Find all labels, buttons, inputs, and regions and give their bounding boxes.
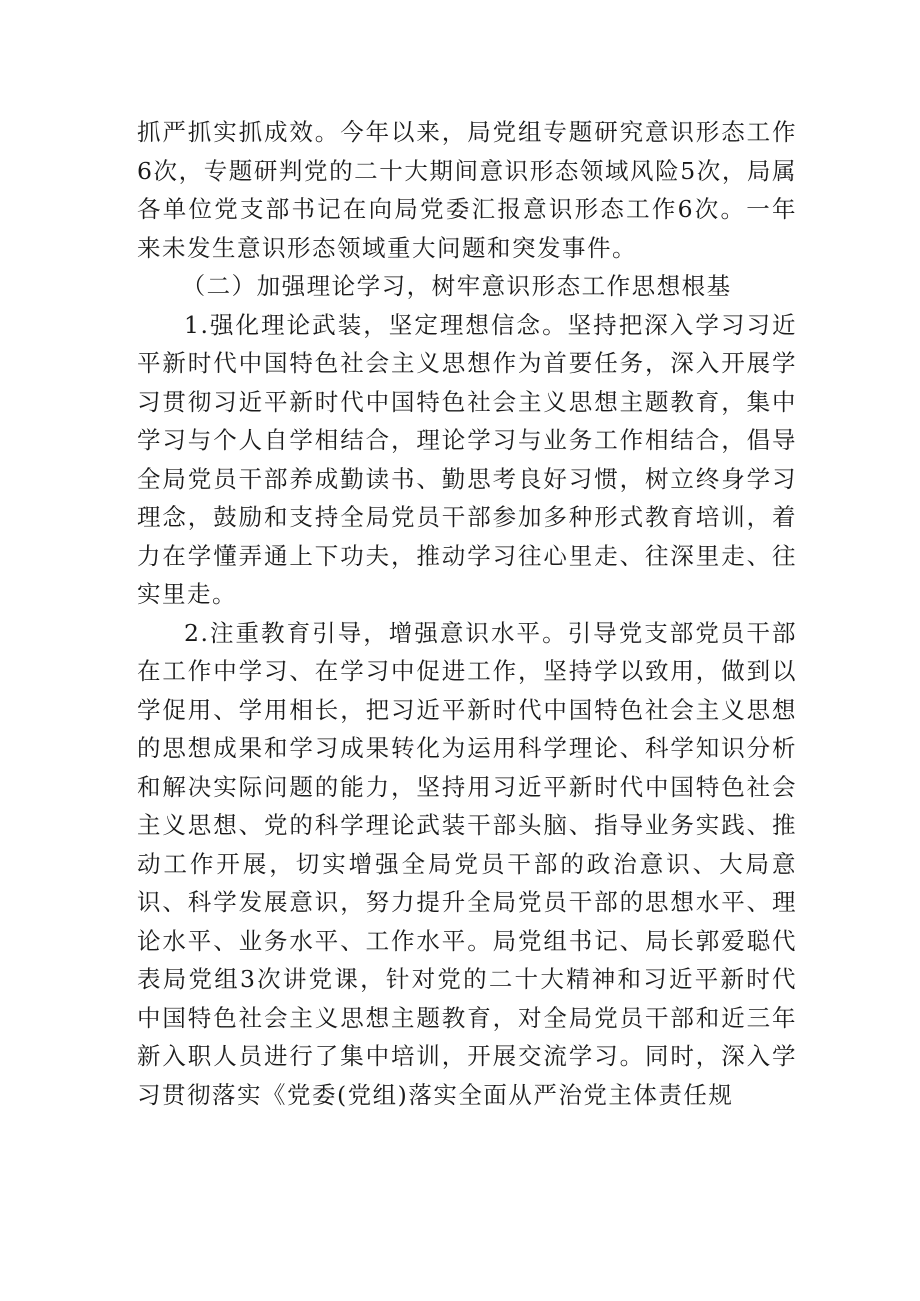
paragraph-item-2: 2.注重教育引导，增强意识水平。引导党支部党员干部在工作中学习、在学习中促进工作，坚持学以致用，做到以学促用、学用相长，把习近平新时代中国特色社会主义思想的思想成果和学习成果转化为运用科学理论、科学知识分析和解决实际问题的能力，坚持用习近平新时代中国特色社会主义思想、党的科学理论武装干部头脑、指导业务实践、推动工作开展，切实增强全局党员干部的政治意识、大局意识、科学发展意识，努力提升全局党员干部的思想水平、理论水平、业务水平、工作水平。局党组书记、局长郭爱聪代表局党组3次讲党课，针对党的二十大精神和习近平新时代中国特色社会主义思想主题教育，对全局党员干部和近三年新入职人员进行了集中培训，开展交流学习。同时，深入学习贯彻落实《党委(党组)落实全面从严治党主体责任规 [137,618,797,1109]
section-heading: （二）加强理论学习，树牢意识形态工作思想根基 [181,272,732,300]
paragraph-item-1: 1.强化理论武装，坚定理想信念。坚持把深入学习习近平新时代中国特色社会主义思想作为首要任务，深入开展学习贯彻习近平新时代中国特色社会主义思想主题教育，集中学习与个人自学相结合，理论学习与业务工作相结合，倡导全局党员干部养成勤读书、勤思考良好习惯，树立终身学习理念，鼓励和支持全局党员干部参加多种形式教育培训，着力在学懂弄通上下功夫，推动学习往心里走、往深里走、往实里走。 [137,310,797,608]
paragraph-continuation: 抓严抓实抓成效。今年以来，局党组专题研究意识形态工作6次，专题研判党的二十大期间意识形态领域风险5次，局属各单位党支部书记在向局党委汇报意识形态工作6次。一年来未发生意识形态领域重大问题和突发事件。 [137,118,797,262]
document-body [137,113,797,1114]
